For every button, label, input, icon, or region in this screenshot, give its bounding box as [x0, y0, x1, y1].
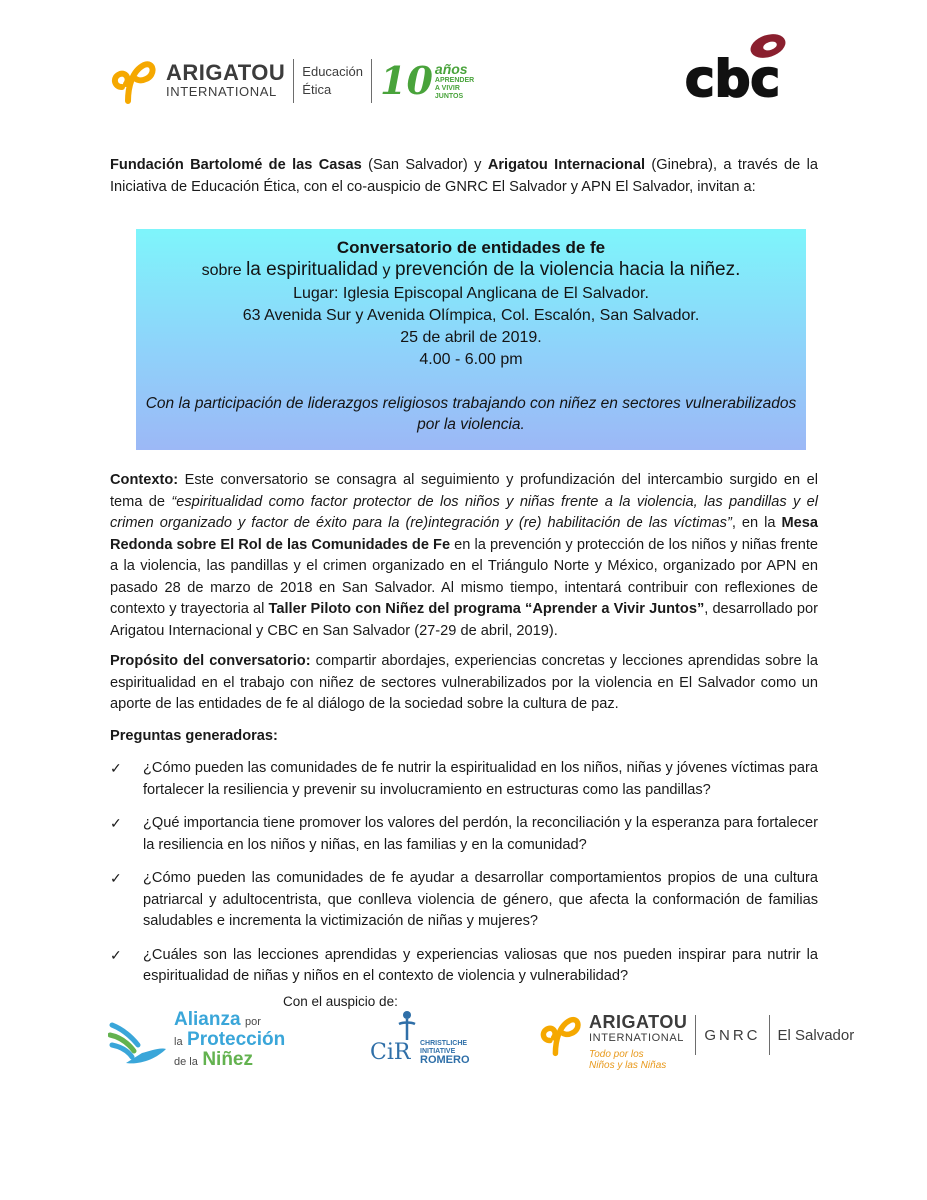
arigatou-sub: INTERNATIONAL	[166, 84, 277, 99]
check-icon: ✓	[110, 870, 122, 886]
alianza-por: por	[244, 1016, 261, 1028]
questions-heading: Preguntas generadoras:	[110, 728, 278, 744]
check-icon: ✓	[110, 946, 122, 963]
divider	[769, 1015, 770, 1055]
question-text: ¿Cuáles son las lecciones aprendidas y experiencias valiosas que nos pueden inspirar para nutrir la espiritualidad de niñas y niños en el contexto de violencia y vulnerabilidad?	[143, 946, 818, 984]
arigatou-gnrc-logo	[537, 1013, 854, 1073]
alianza-hands-icon	[108, 1015, 170, 1067]
cbc-logo	[682, 32, 796, 106]
event-subtitle-b: prevención de la violencia hacia la niñez.	[395, 259, 741, 280]
context-taller: Taller Piloto con Niñez del programa “Aprender a Vivir Juntos”	[268, 601, 705, 617]
intro-paragraph	[110, 155, 818, 198]
romero-figure-icon	[394, 1010, 420, 1044]
alianza-word-1: Alianza	[174, 1009, 241, 1030]
event-box	[136, 229, 806, 450]
org-1-place: (San Salvador) y	[361, 157, 488, 173]
check-icon: ✓	[110, 760, 122, 776]
list-item	[110, 758, 818, 801]
context-paragraph	[110, 470, 818, 642]
cir-line-2: INITIATIVE	[420, 1048, 456, 1055]
anos-tag-3: JUNTOS	[434, 93, 464, 100]
divider	[695, 1015, 696, 1055]
event-address: 63 Avenida Sur y Avenida Olímpica, Col. Escalón, San Salvador.	[242, 307, 700, 324]
org-1: Fundación Bartolomé de las Casas	[110, 157, 362, 173]
cbc-logo-text: cbc	[685, 50, 781, 106]
context-label: Contexto:	[110, 472, 179, 488]
arigatou-sub-footer: INTERNATIONAL	[589, 1032, 684, 1044]
gnrc-label: GNRC	[704, 1027, 761, 1044]
questions-list	[110, 758, 818, 1000]
event-note: Con la participación de liderazgos religiosos trabajando con niñez en sectores vulnerabilizados por la violencia.	[145, 395, 797, 433]
check-icon: ✓	[110, 815, 122, 831]
context-quote: “espiritualidad como factor protector de los niños y niñas frente a la violencia, las pandillas y el crimen organizado y factor de éxito para la (re)integración y (re) habilitación de las víctimas”	[110, 493, 818, 531]
event-time: 4.00 - 6.00 pm	[419, 351, 523, 368]
arigatou-name: ARIGATOU	[166, 60, 286, 85]
purpose-paragraph	[110, 651, 818, 716]
todo-line-1: Todo por los	[589, 1049, 644, 1060]
event-date: 25 de abril de 2019.	[400, 329, 542, 346]
cir-line-3: ROMERO	[420, 1054, 470, 1066]
list-item	[110, 813, 818, 856]
ten-years-logo	[380, 58, 475, 103]
arigatou-logo-icon	[537, 1013, 583, 1057]
list-item	[110, 945, 818, 988]
anos-tag-2: A VIVIR	[434, 85, 460, 92]
list-item	[110, 868, 818, 933]
purpose-text: compartir abordajes, experiencias concretas y lecciones aprendidas sobre la espiritualidad en el trabajo con niñez de sectores vulnerabilizados por la violencia en El Salvador como un aporte de las entidades de fe al diálogo de la sociedad sobre la cultura de paz.	[110, 653, 818, 712]
purpose-label: Propósito del conversatorio:	[110, 653, 311, 669]
event-title: Conversatorio de entidades de fe	[336, 238, 606, 257]
question-text: ¿Cómo pueden las comunidades de fe ayudar a desarrollar comportamientos propios de una cultura patriarcal y adultocentrista, que conlleva violencia de género, que afecta la conformación de familias saludables e incrementa la victimización de niñas y mujeres?	[143, 870, 818, 929]
auspicio-label: Con el auspicio de:	[283, 994, 398, 1009]
todo-line-2: Niños y las Niñas	[589, 1060, 667, 1071]
context-mesa: Mesa Redonda sobre El Rol de las Comunidades de Fe	[110, 515, 818, 553]
context-p1: Este conversatorio se consagra al seguimiento y profundización del intercambio surgido en el tema de	[110, 472, 818, 510]
alianza-la: la	[174, 1036, 183, 1048]
cir-line-1: CHRISTLICHE	[420, 1040, 468, 1047]
alianza-de: de la	[174, 1056, 198, 1068]
event-subtitle	[136, 258, 806, 283]
cir-letters: CiR	[370, 1040, 411, 1065]
question-text: ¿Cómo pueden las comunidades de fe nutrir la espiritualidad en los niños, niñas y jóvenes víctimas para fortalecer la resiliencia y prevenir su involucramiento en estructuras como las pandillas?	[143, 760, 818, 798]
org-2: Arigatou Internacional	[487, 157, 645, 173]
context-p2: , en la	[731, 515, 782, 531]
context-p4: , desarrollado por Arigatou Internacional y CBC en San Salvador (27-29 de abril, 2019).	[110, 601, 818, 639]
event-subtitle-prefix: sobre	[201, 262, 247, 279]
el-salvador-label: El Salvador	[777, 1027, 855, 1044]
event-subtitle-mid: y	[378, 262, 395, 279]
edu-line-1: Educación	[302, 64, 364, 79]
divider	[293, 59, 294, 103]
alianza-word-3: Niñez	[202, 1049, 253, 1070]
cir-logo	[370, 1010, 480, 1070]
anos-word: años	[434, 61, 468, 77]
anos-number: 10	[380, 58, 433, 103]
question-text: ¿Qué importancia tiene promover los valores del perdón, la reconciliación y la esperanza para fortalecer la resiliencia en los niños y niñas, en las familias y en la comunidad?	[143, 815, 818, 853]
arigatou-logo-icon	[108, 57, 158, 105]
context-p3: en la prevención y protección de los niños y niñas frente a la violencia, las pandillas y el crimen organizado en el Triángulo Norte y México, organizado por APN en pasado 28 de marzo de 2018 en San Salvador. Al mismo tiempo, intentará contribuir con reflexiones de contexto y trayectoria al	[110, 536, 818, 617]
arigatou-header-logo	[108, 56, 474, 106]
alianza-word-2: Protección	[187, 1029, 286, 1050]
edu-line-2: Ética	[302, 82, 332, 97]
event-place: Lugar: Iglesia Episcopal Anglicana de El Salvador.	[293, 285, 649, 302]
alianza-logo	[108, 1010, 298, 1072]
arigatou-name-footer: ARIGATOU	[589, 1012, 688, 1032]
event-subtitle-a: la espiritualidad	[246, 259, 379, 280]
intro-rest: (Ginebra), a través de la Iniciativa de Educación Ética, con el co-auspicio de GNRC El Salvador y APN El Salvador, invitan a:	[110, 157, 818, 195]
divider	[371, 59, 372, 103]
anos-tag-1: APRENDER	[434, 77, 475, 84]
